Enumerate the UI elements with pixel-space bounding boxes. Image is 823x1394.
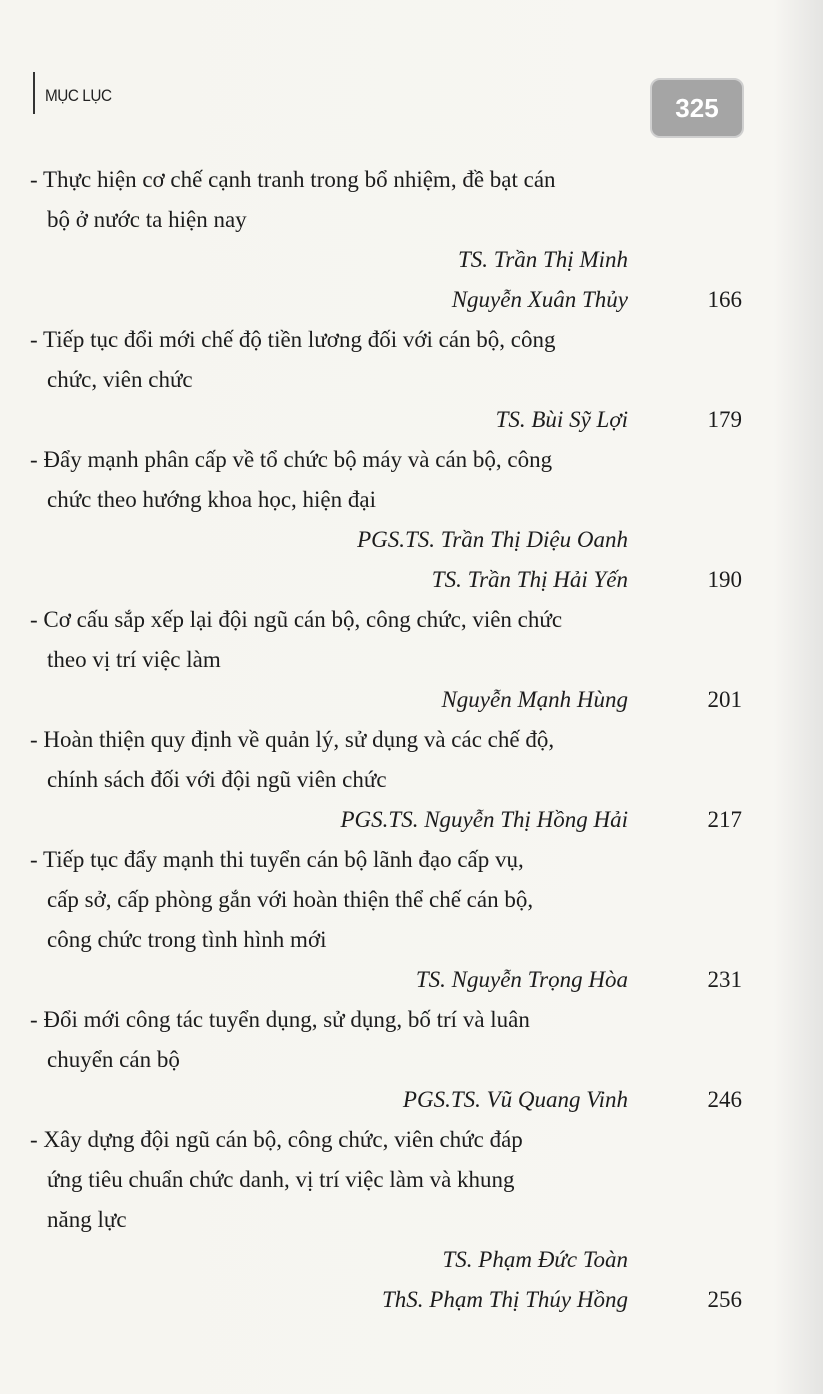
entry-author-line — [30, 1240, 750, 1280]
entry-page-number: 246 — [707, 1087, 742, 1112]
entry-title-line: - Đổi mới công tác tuyển dụng, sử dụng, bố trí và luân — [30, 1007, 530, 1032]
entry-author: TS. Trần Thị Hải Yến — [431, 567, 628, 592]
toc-entry — [30, 320, 750, 440]
toc-entry — [30, 440, 750, 600]
entry-title-line: - Đẩy mạnh phân cấp về tổ chức bộ máy và cán bộ, công — [30, 447, 553, 472]
entry-author: Nguyễn Mạnh Hùng — [441, 687, 628, 712]
page-number-badge: 325 — [650, 78, 744, 138]
entry-author-line — [30, 280, 750, 320]
entry-title-line: - Tiếp tục đẩy mạnh thi tuyển cán bộ lãnh đạo cấp vụ, — [30, 847, 524, 872]
entry-author-line — [30, 240, 750, 280]
entry-author: TS. Trần Thị Minh — [458, 247, 628, 272]
entry-author: TS. Phạm Đức Toàn — [442, 1247, 628, 1272]
entry-page-number: 201 — [707, 687, 742, 712]
section-title: MỤC LỤC — [45, 86, 112, 105]
entry-page-number: 217 — [707, 807, 742, 832]
entry-author-line — [30, 560, 750, 600]
toc-entry — [30, 600, 750, 720]
entry-title-line: bộ ở nước ta hiện nay — [47, 207, 247, 232]
entry-page-number: 231 — [707, 967, 742, 992]
entry-title-line: - Thực hiện cơ chế cạnh tranh trong bổ nhiệm, đề bạt cán — [30, 167, 556, 192]
entry-title-line: năng lực — [47, 1207, 127, 1232]
entry-author-line — [30, 1280, 750, 1320]
entry-author: PGS.TS. Nguyễn Thị Hồng Hải — [340, 807, 628, 832]
entry-title-line: cấp sở, cấp phòng gắn với hoàn thiện thể chế cán bộ, — [47, 887, 534, 912]
entry-author-line — [30, 680, 750, 720]
toc-entry — [30, 160, 750, 320]
entry-page-number: 166 — [707, 287, 742, 312]
entry-title-line: - Hoàn thiện quy định về quản lý, sử dụng và các chế độ, — [30, 727, 555, 752]
entry-author-line — [30, 960, 750, 1000]
entry-title-line: - Tiếp tục đổi mới chế độ tiền lương đối với cán bộ, công — [30, 327, 556, 352]
entry-title-line: ứng tiêu chuẩn chức danh, vị trí việc làm và khung — [47, 1167, 515, 1192]
entry-author-line — [30, 520, 750, 560]
entry-author-line — [30, 800, 750, 840]
toc-entry — [30, 840, 750, 1000]
entry-page-number: 190 — [707, 567, 742, 592]
entry-page-number: 179 — [707, 407, 742, 432]
table-of-contents — [30, 160, 750, 1320]
entry-title-line: chính sách đối với đội ngũ viên chức — [47, 767, 387, 792]
entry-author: ThS. Phạm Thị Thúy Hồng — [382, 1287, 628, 1312]
entry-author: PGS.TS. Trần Thị Diệu Oanh — [357, 527, 628, 552]
toc-entry — [30, 1120, 750, 1320]
entry-title-line: công chức trong tình hình mới — [47, 927, 327, 952]
entry-author-line — [30, 400, 750, 440]
entry-title-line: chuyển cán bộ — [47, 1047, 180, 1072]
entry-title-line: - Xây dựng đội ngũ cán bộ, công chức, viên chức đáp — [30, 1127, 523, 1152]
entry-author: Nguyễn Xuân Thủy — [451, 287, 628, 312]
entry-title-line: theo vị trí việc làm — [47, 647, 221, 672]
entry-author: TS. Bùi Sỹ Lợi — [495, 407, 628, 432]
toc-entry — [30, 1000, 750, 1120]
entry-author: PGS.TS. Vũ Quang Vinh — [402, 1087, 628, 1112]
entry-title-line: - Cơ cấu sắp xếp lại đội ngũ cán bộ, công chức, viên chức — [30, 607, 563, 632]
entry-title-line: chức, viên chức — [47, 367, 193, 392]
entry-author: TS. Nguyễn Trọng Hòa — [415, 967, 628, 992]
entry-author-line — [30, 1080, 750, 1120]
toc-entry — [30, 720, 750, 840]
entry-title-line: chức theo hướng khoa học, hiện đại — [47, 487, 376, 512]
header-rule — [33, 72, 35, 114]
entry-page-number: 256 — [707, 1287, 742, 1312]
